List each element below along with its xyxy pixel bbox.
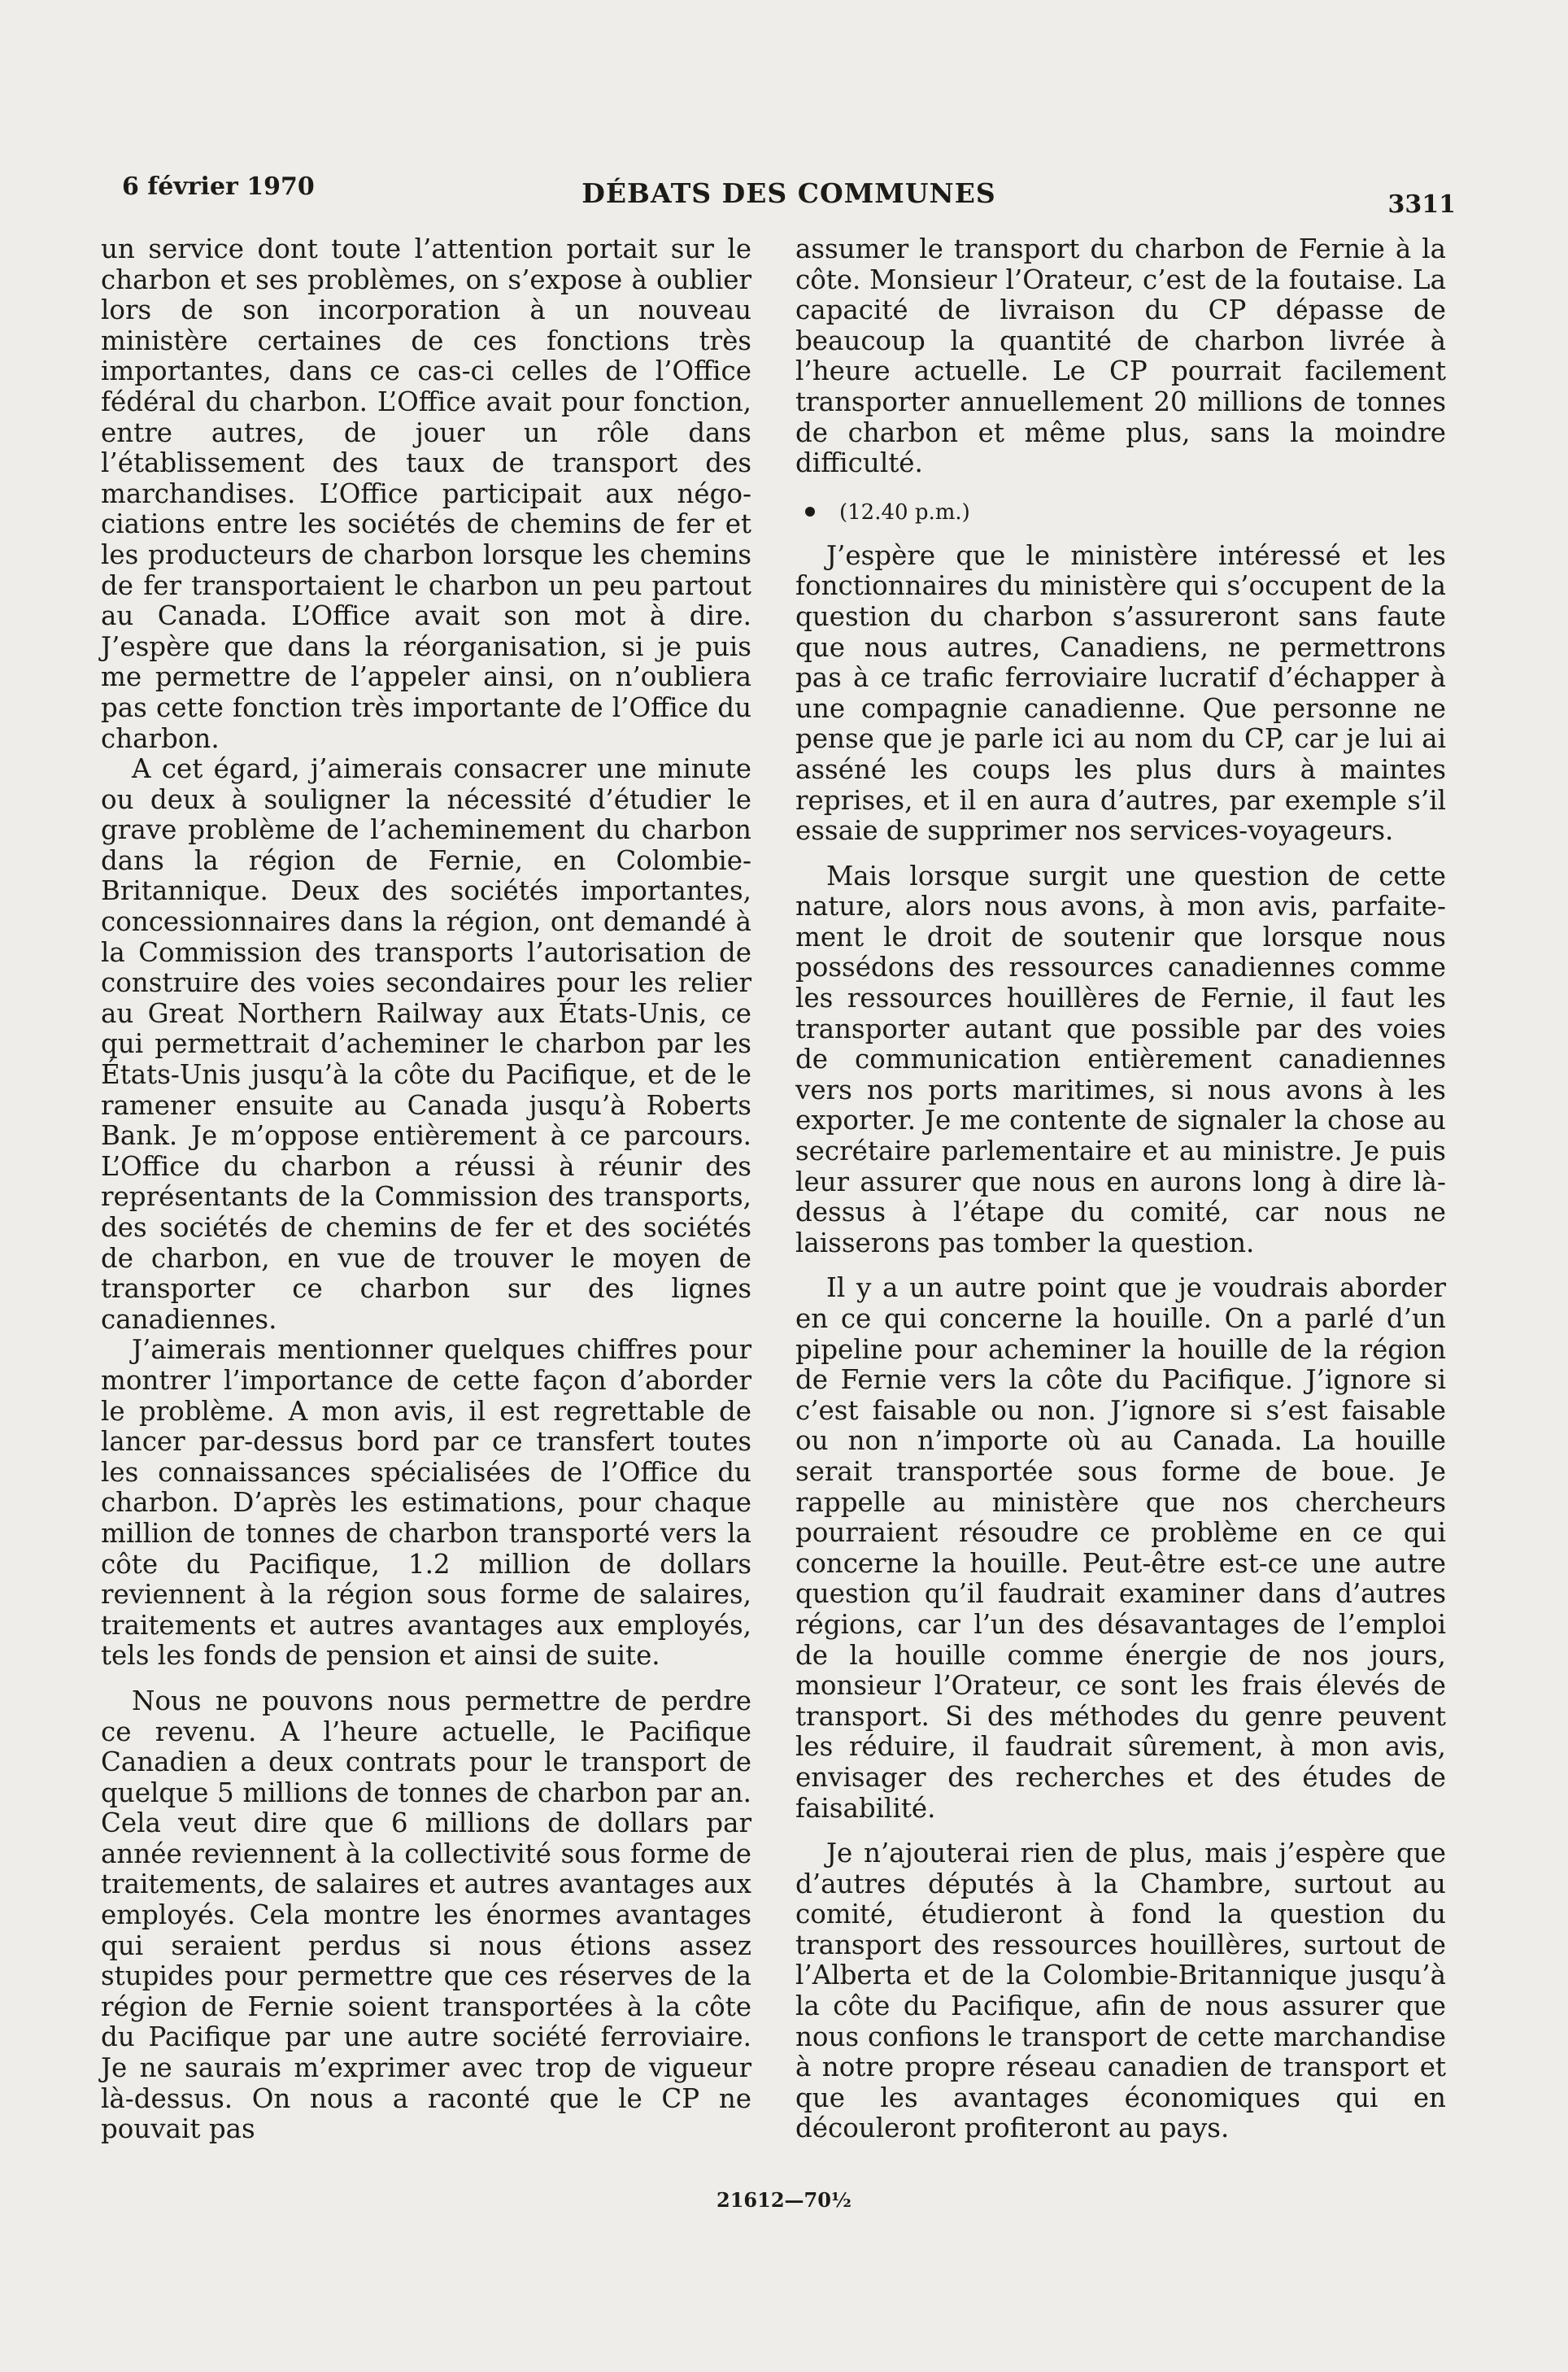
right-paragraph-2: Mais lorsque surgit une question de cette nature, alors nous avons, à mon avis, parfaitement le droit de soutenir que lorsque nous possédons des ressources canadiennes comme les ressources houillères de Fernie, il faut les transporter autant que possible par des voies de communication entièrement canadiennes vers nos ports maritimes, si nous avons à les exporter. Je me contente de signaler la chose au secrétaire parlementaire et au ministre. Je puis leur assurer que nous en aurons long à dire là-dessus à l’étape du comité, car nous ne laisserons pas tomber la question. [795, 860, 1446, 1258]
header-date: 6 février 1970 [122, 172, 315, 201]
printer-mark: 21612—70½ [716, 2188, 852, 2212]
left-paragraph-3: J’aimerais mentionner quelques chiffres pour montrer l’importance de cette façon d’aborder le problème. A mon avis, il est regrettable de lancer par-dessus bord par ce transfert toutes les connaissances spécialisées de l’Office du charbon. D’après les estimations, pour chaque million de tonnes de charbon transporté vers la côte du Pacifique, 1.2 million de dollars reviennent à la région sous forme de salaires, traitements et autres avantages aux employés, tels les fonds de pension et ainsi de suite. [101, 1334, 751, 1672]
left-paragraph-4: Nous ne pouvons nous permettre de perdre ce revenu. A l’heure actuelle, le Pacifique Canadien a deux contrats pour le transport de quelque 5 millions de tonnes de charbon par an. Cela veut dire que 6 millions de dollars par année reviennent à la collectivité sous forme de traitements, de salaires et autres avantages aux employés. Cela montre les énormes avantages qui seraient perdus si nous étions assez stupides pour permettre que ces réserves de la région de Fernie soient transportées à la côte du Pacifique par une autre société ferroviaire. Je ne saurais m’exprimer avec trop de vigueur là-dessus. On nous a raconté que le CP ne pouvait pas [101, 1685, 751, 2145]
right-paragraph-1: J’espère que le ministère intéressé et les fonctionnaires du ministère qui s’occupent de la question du charbon s’assureront sans faute que nous autres, Canadiens, ne permettrons pas à ce trafic ferroviaire lucratif d’échapper à une compagnie canadienne. Que personne ne pense que je parle ici au nom du CP, car je lui ai asséné les coups les plus durs à maintes reprises, et il en aura d’autres, par exemple s’il essaie de supprimer nos services-voyageurs. [795, 539, 1446, 847]
page-number: 3311 [1387, 190, 1456, 219]
page-header [122, 172, 1456, 221]
left-paragraph-1: un service dont toute l’attention portait sur le charbon et ses problèmes, on s’expose à oublier lors de son incorporation à un nouveau ministère certaines de ces fonctions très importantes, dans ce cas-ci celles de l’Office fédéral du charbon. L’Office avait pour fonction, entre autres, de jouer un rôle dans l’établissement des taux de transport des marchandises. L’Office participait aux négociations entre les sociétés de chemins de fer et les producteurs de charbon lorsque les chemins de fer transportaient le charbon un peu partout au Canada. L’Office avait son mot à dire. J’espère que dans la réorganisation, si je puis me permettre de l’appeler ainsi, on n’oubliera pas cette fonction très importante de l’Office du charbon. [101, 233, 751, 754]
right-paragraph-3: Il y a un autre point que je voudrais aborder en ce qui concerne la houille. On a parlé d’un pipeline pour acheminer la houille de la région de Fernie vers la côte du Pacifique. J’ignore si c’est faisable ou non. J’ignore si s’est faisable ou non n’importe où au Canada. La houille serait transportée sous forme de boue. Je rappelle au ministère que nos chercheurs pourraient résoudre ce problème en ce qui concerne la houille. Peut-être est-ce une autre question qu’il faudrait examiner dans d’autres régions, car l’un des désavantages de l’emploi de la houille comme énergie de nos jours, monsieur l’Orateur, ce sont les frais élevés de transport. Si des méthodes du genre peuvent les réduire, il faudrait sûrement, à mon avis, envisager des recherches et des études de faisabilité. [795, 1272, 1446, 1824]
left-column [101, 234, 751, 2145]
bullet-icon [805, 507, 815, 517]
timestamp-text: (12.40 p.m.) [839, 499, 970, 525]
header-title: DÉBATS DES COMMUNES [581, 177, 996, 209]
right-paragraph-4: Je n’ajouterai rien de plus, mais j’espère que d’autres députés à la Chambre, surtout au comité, étudieront à fond la question du transport des ressources houillères, surtout de l’Alberta et de la Colombie-Britannique jusqu’à la côte du Pacifique, afin de nous assurer que nous confions le transport de cette marchandise à notre propre réseau canadien de transport et que les avantages économiques qui en découleront profiteront au pays. [795, 1838, 1446, 2144]
right-column [795, 234, 1446, 2144]
left-paragraph-2: A cet égard, j’aimerais consacrer une minute ou deux à souligner la nécessité d’étudier le grave problème de l’acheminement du charbon dans la région de Fernie, en Colombie-Britannique. Deux des sociétés importantes, concessionnaires dans la région, ont demandé à la Commission des transports l’autorisation de construire des voies secondaires pour les relier au Great Northern Railway aux États-Unis, ce qui permettrait d’acheminer le charbon par les États-Unis jusqu’à la côte du Pacifique, et de le ramener ensuite au Canada jusqu’à Roberts Bank. Je m’oppose entièrement à ce parcours. L’Office du charbon a réussi à réunir des représentants de la Commission des transports, des sociétés de chemins de fer et des sociétés de charbon, en vue de trouver le moyen de transporter ce charbon sur des lignes canadiennes. [101, 753, 751, 1335]
timestamp-marker [795, 500, 1446, 525]
right-paragraph-lead: assumer le transport du charbon de Fernie à la côte. Monsieur l’Orateur, c’est de la foutaise. La capacité de livraison du CP dépasse de beaucoup la quantité de charbon livrée à l’heure actuelle. Le CP pourrait facilement transporter annuellement 20 millions de tonnes de charbon et même plus, sans la moindre difficulté. [795, 233, 1446, 479]
